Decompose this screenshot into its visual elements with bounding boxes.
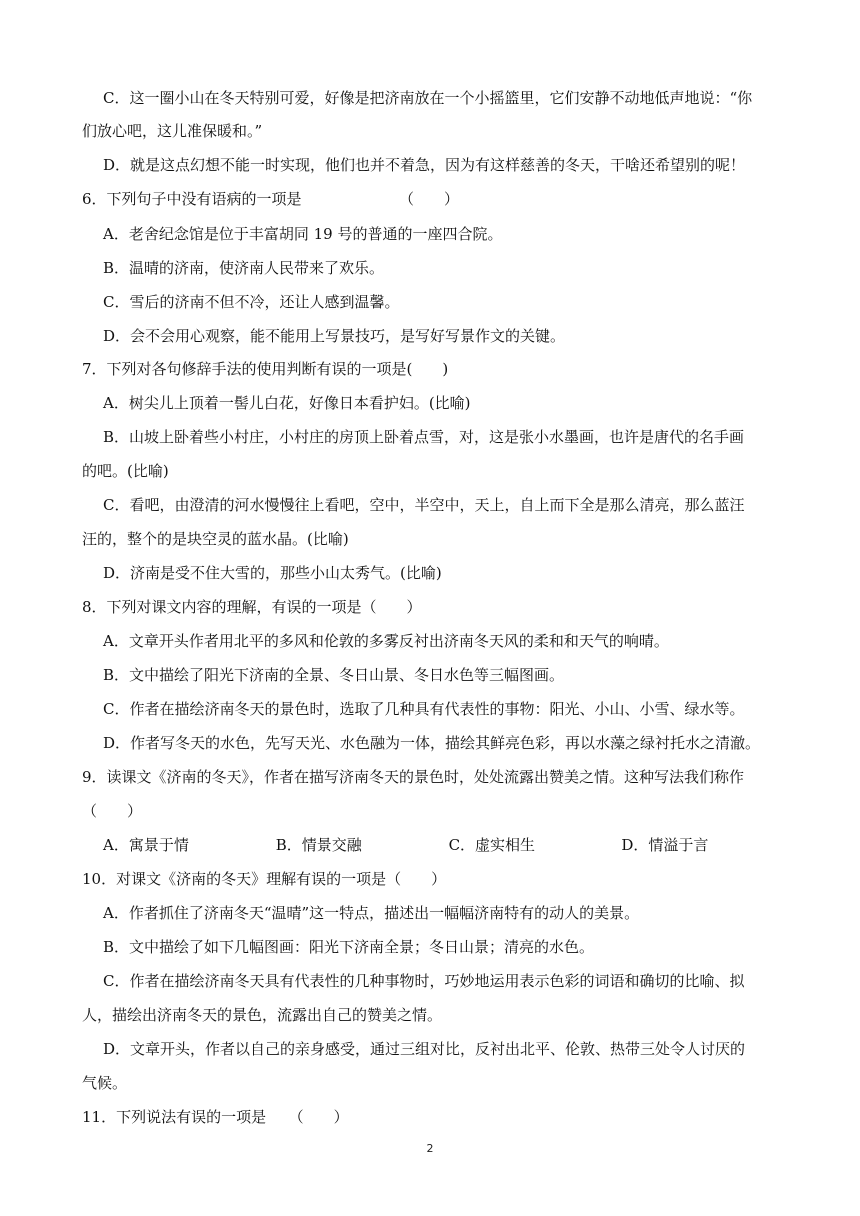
q9-option-d: D．情溢于言 [621, 836, 709, 854]
q8-option-d: D．作者写冬天的水色，先写天光、水色融为一体，描绘其鲜亮色彩，再以水藻之绿衬托水之清澈。 [103, 734, 761, 752]
question-9-line2: （ ） [82, 802, 143, 820]
q5-option-d: D．就是这点幻想不能一时实现，他们也并不着急，因为有这样慈善的冬天，干啥还希望别的呢！ [103, 156, 746, 174]
question-11: 11．下列说法有误的一项是 （ ） [82, 1108, 349, 1126]
question-6: 6．下列句子中没有语病的一项是 （ ） [82, 190, 460, 208]
q6-option-d: D．会不会用心观察，能不能用上写景技巧，是写好写景作文的关键。 [103, 327, 566, 345]
q6-option-a: A．老舍纪念馆是位于丰富胡同 19 号的普通的一座四合院。 [103, 225, 503, 243]
q5-option-c-line1: C．这一圈小山在冬天特别可爱，好像是把济南放在一个小摇篮里，它们安静不动地低声地说：“你 [103, 89, 753, 107]
q8-option-c: C．作者在描绘济南冬天的景色时，选取了几种具有代表性的事物：阳光、小山、小雪、绿水等。 [103, 700, 745, 718]
q7-option-c-line1: C．看吧，由澄清的河水慢慢往上看吧，空中，半空中，天上，自上而下全是那么清亮，那么蓝汪 [103, 496, 745, 514]
q8-option-a: A．文章开头作者用北平的多风和伦敦的多雾反衬出济南冬天风的柔和和天气的响晴。 [103, 632, 669, 650]
q7-option-b-line1: B．山坡上卧着些小村庄，小村庄的房顶上卧着点雪，对，这是张小水墨画，也许是唐代的名手画 [103, 428, 745, 446]
q7-option-d: D．济南是受不住大雪的，那些小山太秀气。(比喻) [103, 564, 442, 582]
q8-option-b: B．文中描绘了阳光下济南的全景、冬日山景、冬日水色等三幅图画。 [103, 666, 565, 684]
question-9-line1: 9．读课文《济南的冬天》，作者在描写济南冬天的景色时，处处流露出赞美之情。这种写法我们称作 [82, 768, 745, 786]
q10-option-b: B．文中描绘了如下几幅图画：阳光下济南全景；冬日山景；清亮的水色。 [103, 938, 595, 956]
question-7: 7．下列对各句修辞手法的使用判断有误的一项是( ) [82, 360, 449, 378]
question-8: 8．下列对课文内容的理解，有误的一项是（ ） [82, 598, 422, 616]
q10-option-a: A．作者抓住了济南冬天“温晴”这一特点，描述出一幅幅济南特有的动人的美景。 [103, 904, 640, 922]
q10-option-c-line1: C．作者在描绘济南冬天具有代表性的几种事物时，巧妙地运用表示色彩的词语和确切的比喻、拟 [103, 972, 745, 990]
q10-option-d-line2: 气候。 [82, 1074, 128, 1092]
question-10: 10．对课文《济南的冬天》理解有误的一项是（ ） [82, 870, 447, 888]
q7-option-a: A．树尖儿上顶着一髻儿白花，好像日本看护妇。(比喻) [103, 394, 471, 412]
page-number: 2 [426, 1142, 434, 1155]
q9-options [103, 835, 789, 855]
q9-option-c: C．虚实相生 [448, 836, 536, 854]
q9-option-b: B．情景交融 [275, 836, 362, 854]
q5-option-c-line2: 们放心吧，这儿准保暖和。” [82, 122, 263, 140]
q10-option-c-line2: 人，描绘出济南冬天的景色，流露出自己的赞美之情。 [82, 1006, 443, 1024]
q10-option-d-line1: D．文章开头，作者以自己的亲身感受，通过三组对比，反衬出北平、伦敦、热带三处令人讨厌的 [103, 1040, 746, 1058]
q7-option-b-line2: 的吧。(比喻) [82, 462, 169, 480]
q6-option-b: B．温晴的济南，使济南人民带来了欢乐。 [103, 259, 385, 277]
q7-option-c-line2: 汪的，整个的是块空灵的蓝水晶。(比喻) [82, 530, 349, 548]
q9-option-a: A．寓景于情 [103, 836, 189, 854]
q6-option-c: C．雪后的济南不但不冷，还让人感到温馨。 [103, 293, 400, 311]
